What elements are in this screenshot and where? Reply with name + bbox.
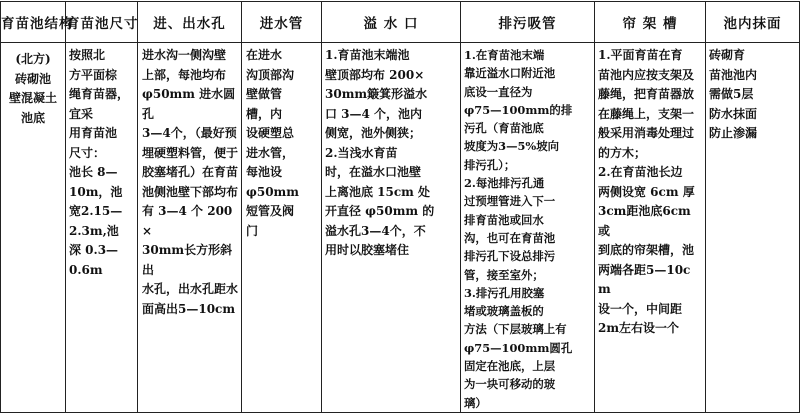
cell-inlet-outlet-text: 进水沟一侧沟壁 上部，每池均布 φ50mm 进水圆孔 3—4个，（最好预 埋硬塑料管，便于 胶塞堵孔）在育苗 池侧池壁下部均布 有 3—4 个 200× 30mm长方形斜出 水孔，出水孔距水 面高出5—10cm <box>142 48 239 316</box>
cell-curtain-rack-text: 1.平面育苗在育 苗池内应按支架及 藤绳，把育苗器放 在藤绳上，支架一 般采用消毒处理过 的方木； 2.在育苗池长边 两侧设宽 6cm 厚 3cm距池底6cm或 到底的帘架槽，池 两端各距5—10cm 设一个，中间距 2m左右设一个 <box>598 48 695 335</box>
cell-inlet-pipe-text: 在进水 沟顶部沟 壁做管 槽，内 设硬塑总 进水管， 每池设 φ50mm 短管及阀 门 <box>246 48 299 238</box>
header-drain: 排污吸管 <box>461 2 595 43</box>
cell-plaster <box>706 43 800 413</box>
cell-overflow <box>322 43 461 413</box>
header-curtain-rack: 帘 架 槽 <box>595 2 706 43</box>
header-structure: 育苗池结构 <box>1 2 66 43</box>
cell-structure <box>1 43 66 413</box>
cell-plaster-text: 砖砌育 苗池池内 需做5层 防水抹面 防止渗漏 <box>709 48 758 140</box>
header-inlet-pipe: 进水管 <box>242 2 322 43</box>
nursery-pond-table <box>0 1 800 413</box>
header-plaster: 池内抹面 <box>706 2 800 43</box>
cell-drain-text: 1.在育苗池末端 靠近溢水口附近池 底设一直径为 φ75—100mm的排 污孔（育苗池底 坡度为3—5%坡向 排污孔）； 2.每池排污孔通 过预埋管进入下一 排育苗池或回水 沟，也可在育苗池 排污孔下设总排污 管，接至室外； 3.排污孔用胶塞 堵或玻璃盖板的 方法（下层玻璃上有 φ75—100mm圆孔 固定在池底，上层 为一块可移动的玻 璃） <box>464 48 573 410</box>
cell-inlet-outlet <box>138 43 242 413</box>
header-size: 育苗池尺寸 <box>66 2 138 43</box>
table-row <box>1 43 800 413</box>
cell-structure-text: (北方) 砖砌池 壁混凝土 池底 <box>8 52 57 125</box>
cell-size <box>66 43 138 413</box>
header-overflow: 溢 水 口 <box>322 2 461 43</box>
cell-curtain-rack <box>595 43 706 413</box>
cell-size-text: 按照北 方平面棕 绳育苗器， 宜采 用育苗池 尺寸： 池长 8— 10m，池 宽2.15— 2.3m,池 深 0.3— 0.6m <box>69 48 130 277</box>
cell-overflow-text: 1.育苗池末端池 壁顶部均布 200× 30mm簸箕形溢水 口 3—4 个，池内 侧宽，池外侧狭； 2.当浅水育苗 时，在溢水口池壁 上离池底 15cm 处 开直径 φ50mm 的 溢水孔3—4个，不 用时以胶塞堵住 <box>325 48 435 257</box>
header-inlet-outlet: 进、出水孔 <box>138 2 242 43</box>
cell-inlet-pipe <box>242 43 322 413</box>
cell-drain <box>461 43 595 413</box>
header-row <box>1 2 800 43</box>
